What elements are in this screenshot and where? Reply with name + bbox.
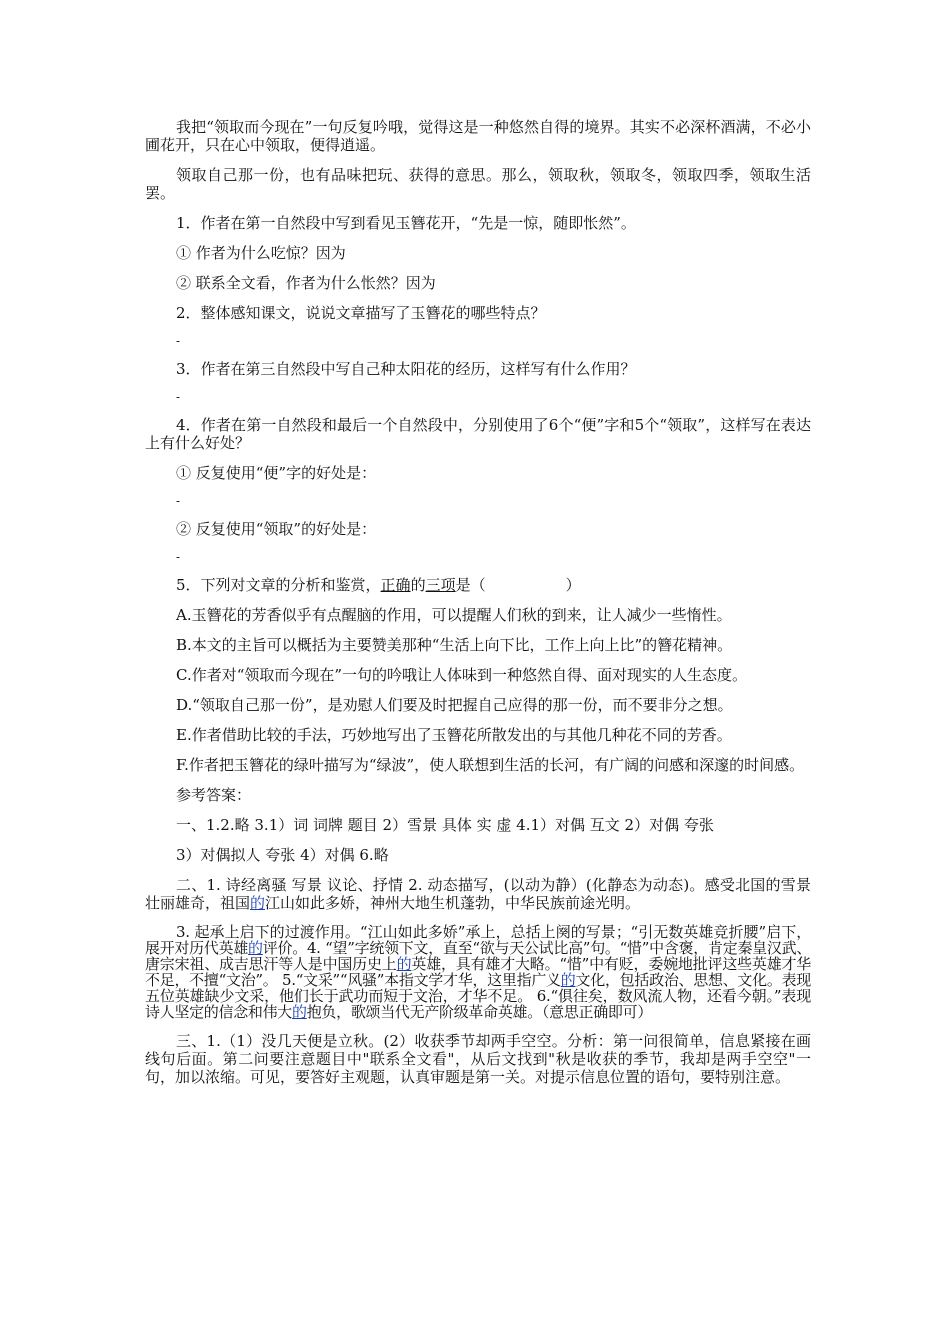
option-f: F.作者把玉簪花的绿叶描写为“绿波”，使人联想到生活的长河，有广阔的问感和深邃的时间感。 bbox=[176, 756, 805, 774]
answer-blank: - bbox=[176, 334, 181, 348]
question-1-part-2: ② 联系全文看，作者为什么怅然？因为 bbox=[176, 274, 436, 292]
document-page bbox=[145, 118, 811, 1098]
option-e: E.作者借助比较的手法，巧妙地写出了玉簪花所散发出的与其他几种花不同的芳香。 bbox=[176, 726, 732, 744]
answer-blank: - bbox=[176, 494, 181, 508]
link-de[interactable]: 的 bbox=[248, 939, 263, 957]
question-3: 3．作者在第三自然段中写自己种太阳花的经历，这样写有什么作用？ bbox=[176, 360, 636, 378]
answer-blank: - bbox=[176, 390, 181, 404]
question-4-part-1: ① 反复使用“便”字的好处是： bbox=[176, 464, 377, 482]
question-2: 2．整体感知课文，说说文章描写了玉簪花的哪些特点？ bbox=[176, 304, 546, 322]
answer-blank: - bbox=[176, 550, 181, 564]
link-de[interactable]: 的 bbox=[250, 894, 266, 912]
question-4: 4．作者在第一自然段和最后一个自然段中，分别使用了6个“便”字和5个“领取”，这样写在表达上有什么好处？ bbox=[145, 416, 811, 452]
answers-title: 参考答案： bbox=[176, 786, 252, 804]
link-de[interactable]: 的 bbox=[396, 955, 412, 973]
option-b: B.本文的主旨可以概括为主要赞美那种“生活上向下比，工作上向上比”的簪花精神。 bbox=[176, 636, 733, 654]
link-de[interactable]: 的 bbox=[560, 971, 576, 989]
answers-section-1-line-1: 一、1.2.略 3.1）词 词牌 题目 2）雪景 具体 实 虚 4.1）对偶 互文 2）对偶 夸张 bbox=[176, 816, 714, 834]
passage-paragraph-1: 我把“领取而今现在”一句反复吟哦，觉得这是一种悠然自得的境界。其实不必深杯酒满，不必小圃花开，只在心中领取，便得逍遥。 bbox=[145, 118, 811, 154]
answers-section-2-part-1: 二、1. 诗经离骚 写景 议论、抒情 2. 动态描写，(以动为静）(化静态为动态)。感受北国的雪景壮丽雄奇，祖国的江山如此多娇，神州大地生机蓬勃，中华民族前途光明。 bbox=[145, 876, 811, 912]
answers-section-1-line-2: 3）对偶拟人 夸张 4）对偶 6.略 bbox=[176, 846, 389, 864]
option-c: C.作者对“领取而今现在”一句的吟哦让人体味到一种悠然自得、面对现实的人生态度。 bbox=[176, 666, 748, 684]
question-5: 5．下列对文章的分析和鉴赏，正确的三项是（ ） bbox=[176, 576, 581, 594]
question-1: 1．作者在第一自然段中写到看见玉簪花开，“先是一惊，随即怅然”。 bbox=[176, 214, 636, 232]
answers-section-3: 三、1.（1）没几天便是立秋。(2）收获季节却两手空空。分析：第一问很简单，信息紧接在画线句后面。第二问要注意题目中"联系全文看"，从后文找到"秋是收获的季节，我却是两手空空"一句，加以浓缩。可见，要答好主观题，认真审题是第一关。对提示信息位置的语句，要特别注意。 bbox=[145, 1032, 811, 1086]
answers-section-2-part-2: 3. 起承上启下的过渡作用。“江山如此多娇”承上，总括上阕的写景；“引无数英雄竞折腰”启下，展开对历代英雄的评价。4. “望”字统领下文，直至“欲与天公试比高”句。“惜”中含褒，肯定秦皇汉武、唐宗宋祖、成吉思汗等人是中国历史上的英雄，具有雄才大略。“惜”中有贬，委婉地批评这些英雄才华不足，不擅“文治”。 5.“文采”“风骚”本指文学才华，这里指广义的文化，包括政治、思想、文化。表现五位英雄缺少文采，他们长于武功而短于文治，才华不足。 6.“俱往矣，数风流人物，还看今朝。”表现诗人坚定的信念和伟大的抱负，歌颂当代无产阶级革命英雄。（意思正确即可） bbox=[145, 923, 812, 1021]
passage-paragraph-2: 领取自己那一份，也有品味把玩、获得的意思。那么，领取秋，领取冬，领取四季，领取生活罢。 bbox=[145, 166, 811, 202]
question-4-part-2: ② 反复使用“领取”的好处是： bbox=[176, 520, 377, 538]
option-a: A.玉簪花的芳香似乎有点醒脑的作用，可以提醒人们秋的到来，让人减少一些惰性。 bbox=[176, 606, 732, 624]
link-de[interactable]: 的 bbox=[292, 1003, 307, 1021]
option-d: D.“领取自己那一份”，是劝慰人们要及时把握自己应得的那一份，而不要非分之想。 bbox=[176, 696, 733, 714]
question-1-part-1: ① 作者为什么吃惊？因为 bbox=[176, 244, 346, 262]
